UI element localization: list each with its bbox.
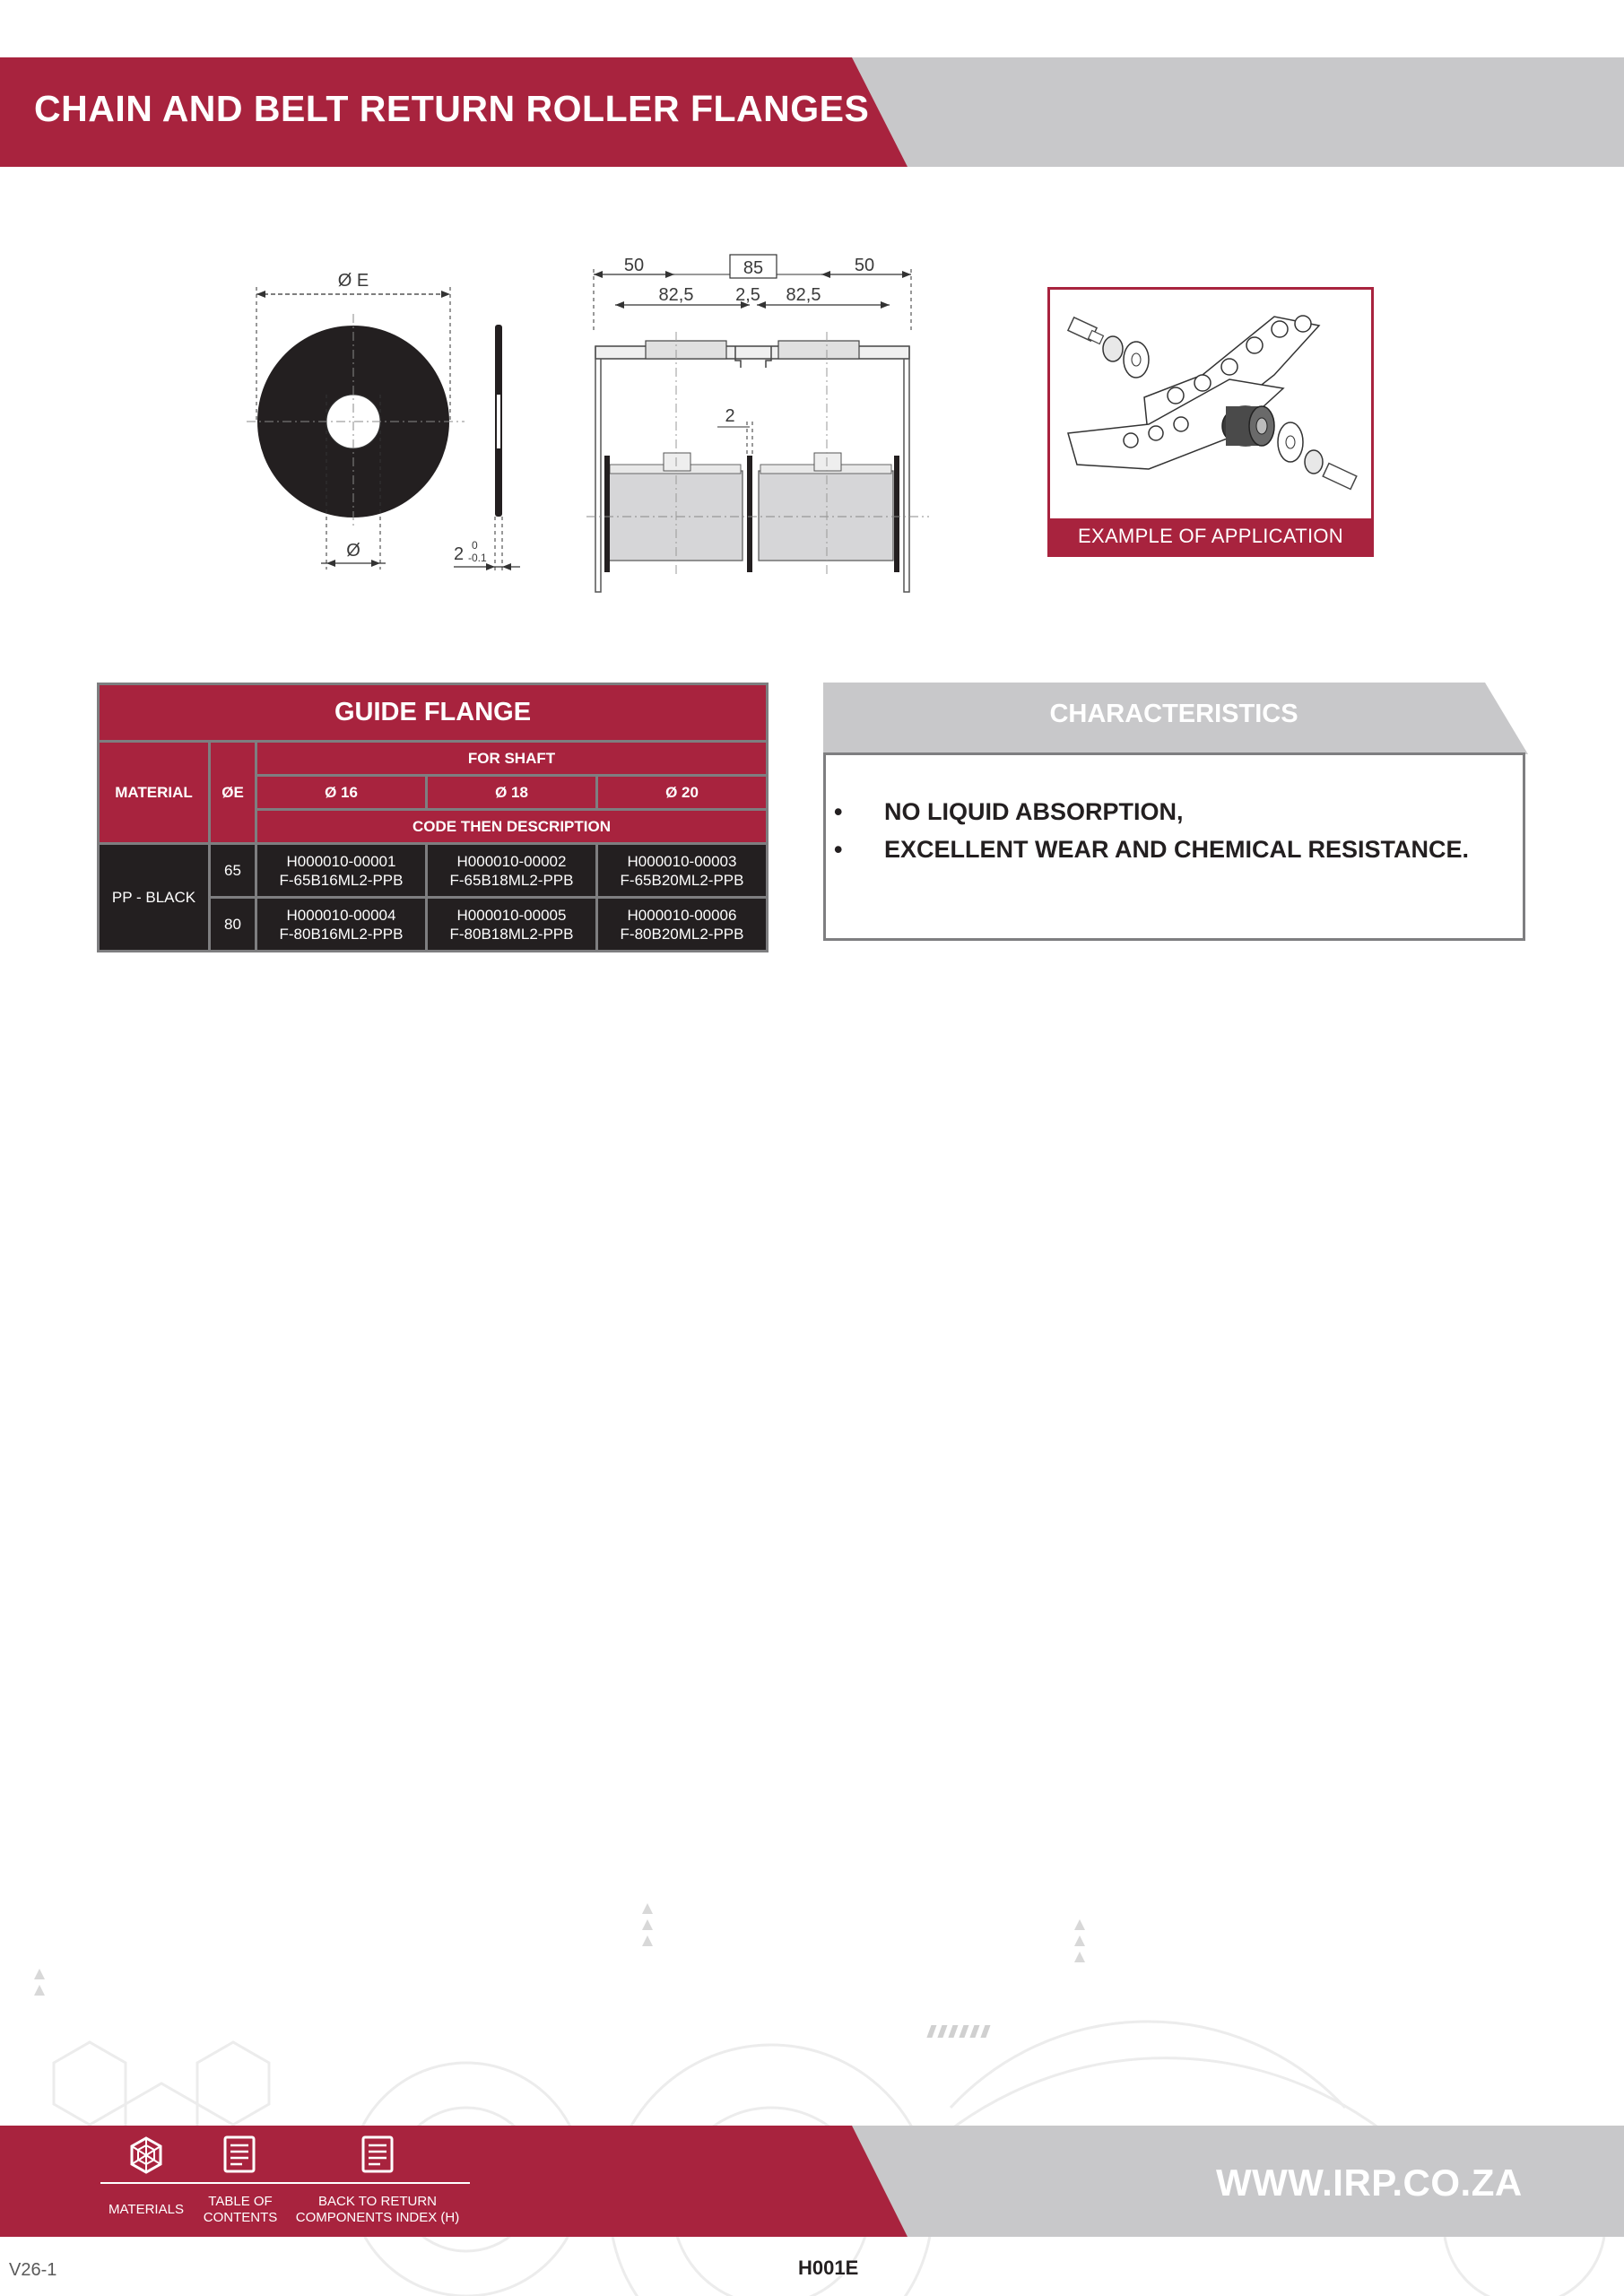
- roller-assembly-drawing: [583, 251, 933, 601]
- thickness-label: 2: [454, 544, 465, 564]
- footer-divider: [100, 2182, 470, 2184]
- shaft-18-header: Ø 18: [427, 776, 597, 810]
- dia-cell: 80: [210, 898, 256, 952]
- application-caption: EXAMPLE OF APPLICATION: [1050, 518, 1371, 554]
- code-cell: H000010-00002 F-65B18ML2-PPB: [427, 844, 597, 898]
- page-code: H001E: [798, 2257, 859, 2279]
- website-link[interactable]: WWW.IRP.CO.ZA: [1216, 2161, 1523, 2204]
- characteristics-list: [834, 793, 1469, 868]
- material-header: MATERIAL: [99, 742, 210, 844]
- guide-flange-title: GUIDE FLANGE: [99, 684, 768, 742]
- thickness-tol-upper: 0: [472, 539, 478, 552]
- dim-50-left: 50: [623, 256, 645, 275]
- guide-flange-table: [97, 683, 769, 952]
- list-item: • NO LIQUID ABSORPTION,: [834, 797, 1184, 825]
- table-of-contents-link[interactable]: TABLE OF CONTENTS: [203, 2194, 278, 2225]
- thickness-tol-lower: -0.1: [468, 552, 487, 564]
- document-icon[interactable]: [222, 2135, 256, 2174]
- application-example: [1047, 287, 1374, 557]
- inner-dia-label: Ø: [346, 541, 360, 561]
- dim-82-5-right: 82,5: [786, 285, 821, 305]
- characteristics-title: CHARACTERISTICS: [1049, 700, 1298, 728]
- code-cell: H000010-00004 F-80B16ML2-PPB: [256, 898, 427, 952]
- dia-cell: 65: [210, 844, 256, 898]
- dim-85: 85: [743, 258, 764, 278]
- materials-link[interactable]: MATERIALS: [109, 2202, 184, 2217]
- materials-icon[interactable]: [127, 2135, 165, 2176]
- list-item: • EXCELLENT WEAR AND CHEMICAL RESISTANCE.: [834, 835, 1470, 863]
- flange-drawing: [242, 260, 547, 592]
- dim-2-5: 2,5: [735, 285, 760, 305]
- code-cell: H000010-00005 F-80B18ML2-PPB: [427, 898, 597, 952]
- code-header: CODE THEN DESCRIPTION: [256, 810, 768, 844]
- material-cell: PP - BLACK: [99, 844, 210, 952]
- code-cell: H000010-00001 F-65B16ML2-PPB: [256, 844, 427, 898]
- shaft-20-header: Ø 20: [597, 776, 768, 810]
- shaft-16-header: Ø 16: [256, 776, 427, 810]
- dia-header: ØE: [210, 742, 256, 844]
- for-shaft-header: FOR SHAFT: [256, 742, 768, 776]
- outer-dia-label: Ø E: [337, 271, 369, 291]
- dim-2: 2: [725, 406, 735, 426]
- document-icon[interactable]: [360, 2135, 395, 2174]
- version-label: V26-1: [9, 2260, 57, 2280]
- table-row: [99, 844, 768, 898]
- code-cell: H000010-00006 F-80B20ML2-PPB: [597, 898, 768, 952]
- back-to-index-link[interactable]: BACK TO RETURN COMPONENTS INDEX (H): [295, 2194, 460, 2225]
- dim-50-right: 50: [854, 256, 875, 275]
- application-illustration: [1050, 290, 1371, 518]
- dim-82-5-left: 82,5: [658, 285, 694, 305]
- code-cell: H000010-00003 F-65B20ML2-PPB: [597, 844, 768, 898]
- page-title: CHAIN AND BELT RETURN ROLLER FLANGES: [34, 88, 870, 129]
